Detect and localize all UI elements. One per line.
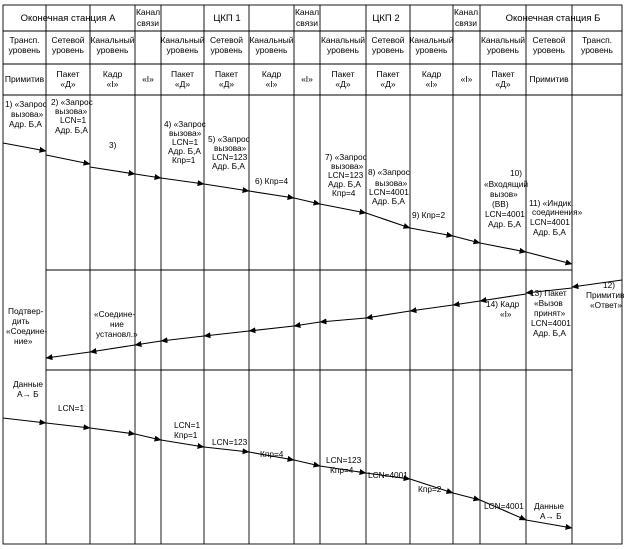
unit-header-12: Пакет «Д» [491,69,515,89]
message-arrow-11 [410,228,453,236]
message-arrow-9 [320,204,366,213]
message-arrow-33 [161,440,204,447]
group-channel-2-line1: Канал [294,7,320,17]
column-header-12: Канальный уровень [480,35,526,55]
message-arrow-24 [204,331,249,336]
group-station-a: Оконечная станция А [20,13,116,24]
column-header-6: Канальный уровень [249,35,294,55]
group-channel-3-line2: связи [455,18,477,28]
message-arrow-1 [3,143,46,151]
message-arrow-8 [294,198,320,204]
group-ckp2: ЦКП 2 [372,13,400,24]
step-13-label: 13) Пакет «Вызов принят» LCN=4001 Адр. Б,А [530,288,571,338]
unit-header-2: Кадр «I» [102,69,123,89]
unit-header-8: Пакет «Д» [331,69,355,89]
message-arrow-19 [410,305,453,311]
message-arrow-18 [453,301,480,305]
message-arrow-36 [294,460,320,466]
lcn-123-label: LCN=123 [212,437,248,447]
unit-header-10: Кадр «I» [421,69,442,89]
group-station-b: Оконечная станция Б [505,13,601,24]
group-channel-1-line1: Канал [135,7,161,17]
step-7-label: 7) «Запрос вызова» LCN=123 Адр. Б,А Кпр=4 [325,152,367,198]
column-header-0: Трансп. уровень [8,35,41,55]
step-5-label: 5) «Запрос вызова» LCN=123 Адр. Б,А [208,134,250,171]
group-ckp1: ЦКП 1 [213,13,241,24]
column-header-10: Канальный уровень [409,35,454,55]
step-10-label: 10) «Входящий вызов» (ВВ) LCN=4001 Адр. Б,А [484,168,528,229]
message-arrow-4 [135,174,161,178]
column-header-9: Сетевой уровень [371,35,405,55]
unit-header-7: «I» [301,74,313,84]
unit-header-0: Примитив [4,74,45,84]
lcn-1-label: LCN=1 [58,403,85,413]
message-arrow-6 [204,184,249,191]
step-4-label: 4) «Запрос вызова» LCN=1 Адр. Б,А Кпр=1 [164,119,206,165]
unit-headers [5,69,569,89]
column-header-2: Канальный уровень [90,35,135,55]
unit-header-11: «I» [460,74,473,84]
message-arrow-27 [90,345,135,352]
lcn-123-kpr-4-label: LCN=123 Кпр=4 [326,455,362,475]
column-headers [9,35,614,55]
message-arrow-26 [135,341,161,345]
message-arrow-29 [3,418,46,423]
message-arrow-25 [161,336,204,341]
message-arrow-20 [366,311,410,318]
message-arrow-34 [204,447,249,452]
message-arrow-42 [526,520,572,528]
data-a-b-2-label: Данные А→ Б [534,501,564,521]
message-arrow-40 [453,493,480,500]
message-arrow-10 [366,213,410,228]
connection-established-label: «Соедине-ние установл.» [94,309,138,339]
message-arrow-5 [161,178,204,184]
kpr-2-label: Кпр=2 [418,484,442,494]
unit-header-3: «I» [142,74,154,84]
lcn-4001-label: LCN=4001 [368,470,408,480]
step-14-label: 14) Кадр «I» [486,299,520,319]
step-9-label: 9) Кпр=2 [412,210,446,220]
message-arrow-22 [294,322,320,326]
message-arrow-31 [90,428,135,434]
message-arrow-28 [46,352,90,358]
group-channel-1-line2: связи [137,18,159,28]
step-11-label: 11) «Индик. соединения» LCN=4001 Адр. Б,А [529,198,583,237]
column-header-1: Сетевой уровень [51,35,85,55]
step-2-label: 2) «Запрос вызова» LCN=1 Адр. Б,А [51,97,93,135]
column-header-14: Трансп. уровень [581,35,613,55]
message-arrow-30 [46,423,90,428]
unit-header-6: Кадр «I» [261,69,282,89]
unit-header-5: Пакет «Д» [215,69,238,89]
group-headers [21,7,601,28]
step-1-label: 1) «Запрос вызова» Адр. Б,А [5,99,47,129]
step-3-label: 3) [109,140,117,150]
lcn-4001-b-label: LCN=4001 [484,501,524,511]
column-header-13: Сетевой уровень [532,35,566,55]
step-12-label: 12) Примитив «Ответ» [586,280,625,310]
message-arrow-32 [135,434,161,440]
message-arrow-7 [249,191,294,198]
step-labels [5,97,625,521]
message-arrow-12 [453,236,480,243]
unit-header-9: Пакет «Д» [376,69,400,89]
column-header-4: Канальный уровень [160,35,205,55]
kpr-4-label: Кпр=4 [260,449,284,459]
message-arrow-2 [46,155,90,164]
message-arrow-14 [526,252,572,264]
message-arrow-3 [90,167,135,174]
unit-header-4: Пакет «Д» [171,69,194,89]
step-8-label: 8) «Запрос вызова» LCN=4001 Адр. Б,А [368,167,410,206]
confirm-connection-label: Подтвер-дить «Соедине-ние» [6,306,48,346]
step-6-label: 6) Кпр=4 [255,176,289,186]
unit-header-1: Пакет «Д» [56,69,80,89]
message-arrow-21 [320,318,366,322]
message-arrow-23 [249,326,294,331]
lcn-1-kpr-1-label: LCN=1 Кпр=1 [174,420,201,440]
unit-header-13: Примитив [529,74,569,84]
group-channel-2-line2: связи [296,18,318,28]
group-channel-3-line1: Канал [453,7,479,17]
column-header-8: Канальный уровень [320,35,366,55]
table-grid [3,5,622,544]
data-a-b-label: Данные А→ Б [13,379,43,399]
column-header-5: Сетевой уровень [209,35,244,55]
message-arrow-13 [480,243,526,252]
